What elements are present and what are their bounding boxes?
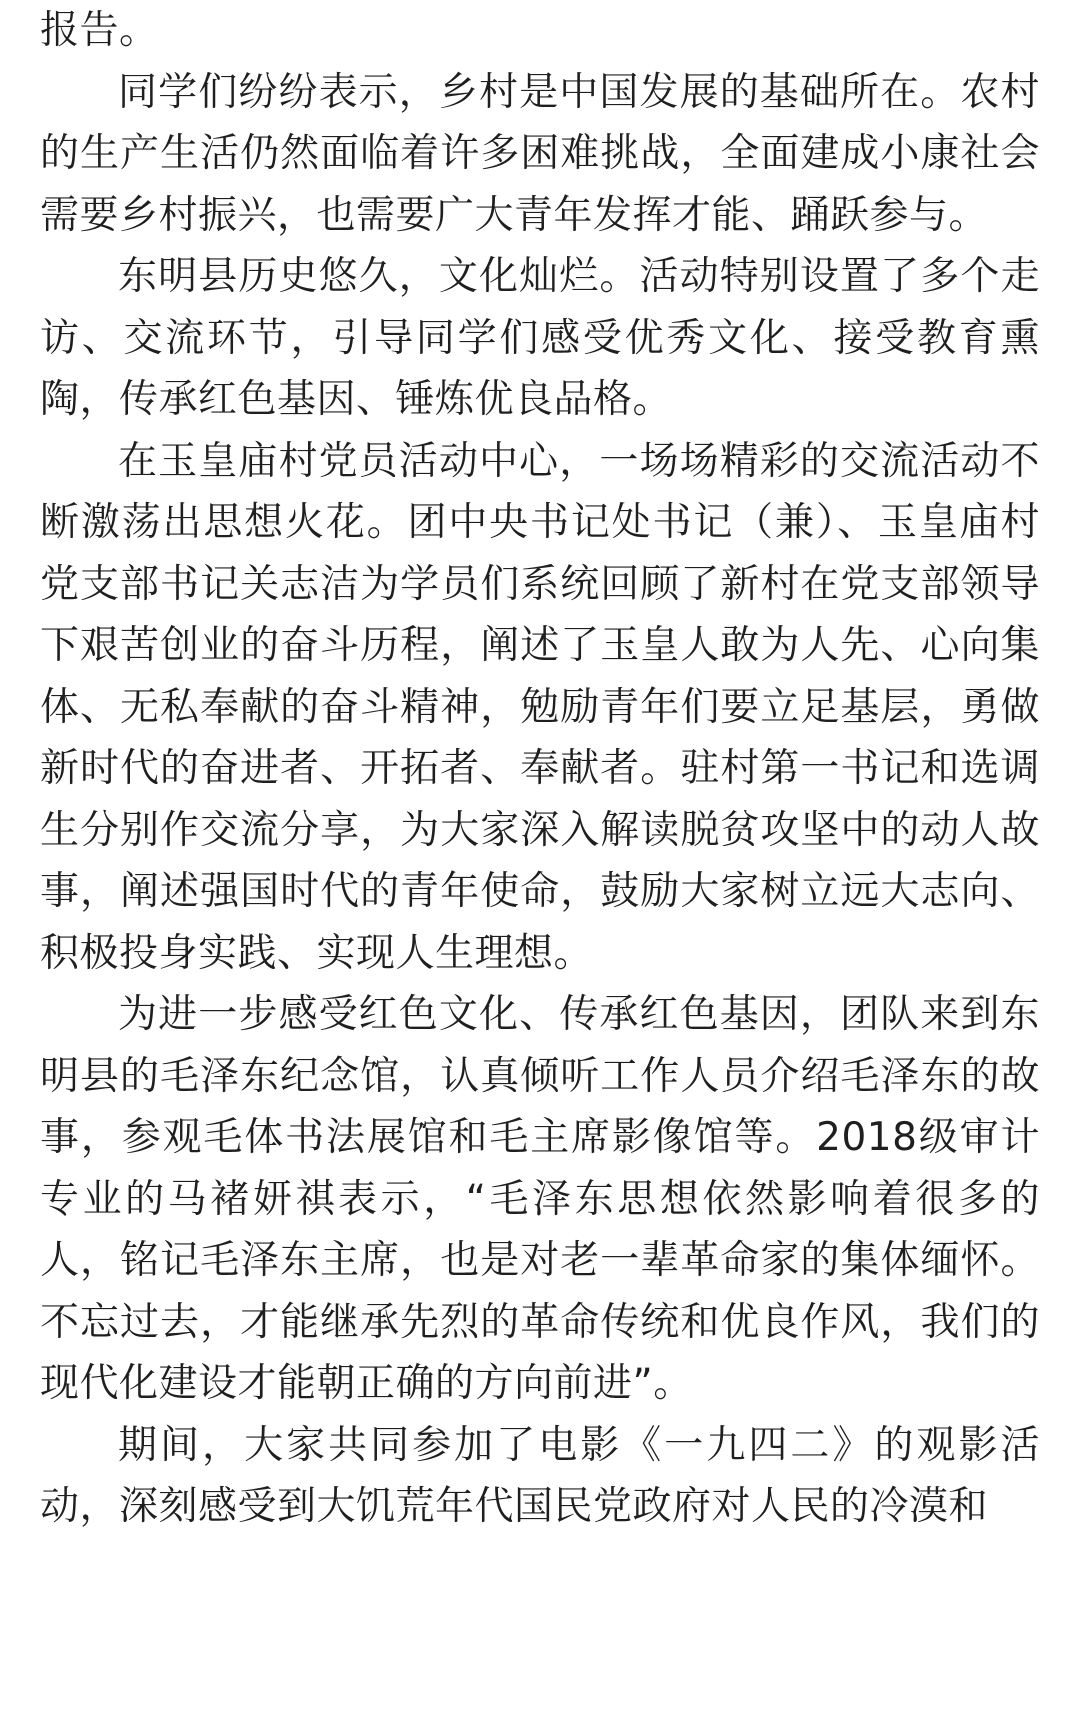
- article-body: [40, 0, 1040, 1538]
- paragraph-4: 在玉皇庙村党员活动中心，一场场精彩的交流活动不断激荡出思想火花。团中央书记处书记（兼）、玉皇庙村党支部书记关志洁为学员们系统回顾了新村在党支部领导下艰苦创业的奋斗历程，阐述了玉皇人敢为人先、心向集体、无私奉献的奋斗精神，勉励青年们要立足基层，勇做新时代的奋进者、开拓者、奉献者。驻村第一书记和选调生分别作交流分享，为大家深入解读脱贫攻坚中的动人故事，阐述强国时代的青年使命，鼓励大家树立远大志向、积极投身实践、实现人生理想。: [40, 438, 1040, 976]
- paragraph-2: 同学们纷纷表示，乡村是中国发展的基础所在。农村的生产生活仍然面临着许多困难挑战，全面建成小康社会需要乡村振兴，也需要广大青年发挥才能、踊跃参与。: [40, 69, 1040, 238]
- paragraph-3: 东明县历史悠久，文化灿烂。活动特别设置了多个走访、交流环节，引导同学们感受优秀文化、接受教育熏陶，传承红色基因、锤炼优良品格。: [40, 254, 1040, 422]
- paragraph-5: 为进一步感受红色文化、传承红色基因，团队来到东明县的毛泽东纪念馆，认真倾听工作人员介绍毛泽东的故事，参观毛体书法展馆和毛主席影像馆等。2018级审计专业的马褚妍祺表示，“毛泽东思想依然影响着很多的人，铭记毛泽东主席，也是对老一辈革命家的集体缅怀。不忘过去，才能继承先烈的革命传统和优良作风，我们的现代化建设才能朝正确的方向前进”。: [40, 992, 1040, 1406]
- paragraph-1: 报告。: [40, 8, 159, 53]
- paragraph-6: 期间，大家共同参加了电影《一九四二》的观影活动，深刻感受到大饥荒年代国民党政府对人民的冷漠和: [40, 1422, 1040, 1529]
